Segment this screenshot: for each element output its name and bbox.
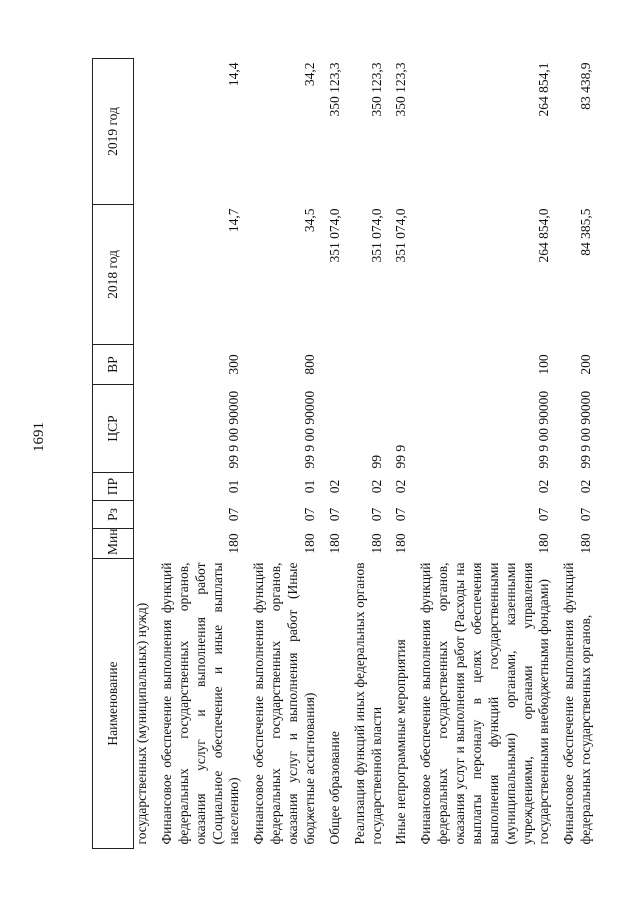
cell-csr: 99 9 <box>393 444 409 469</box>
cell-rz: 07 <box>226 507 242 522</box>
cell-2018 <box>134 205 153 345</box>
cell-name: государственных (муниципальных) нужд) <box>134 602 149 845</box>
cell-2019: 350 123,3 <box>368 62 384 117</box>
header-2018: 2018 год <box>93 205 134 345</box>
cell-2018: 34,5 <box>301 208 317 233</box>
table-row <box>346 59 388 849</box>
cell-pr: 02 <box>536 479 552 494</box>
cell-min: 180 <box>301 533 317 554</box>
cell-csr <box>134 385 153 473</box>
header-pr: ПР <box>93 473 134 501</box>
cell-min: 180 <box>536 533 552 554</box>
header-rz: Рз <box>93 501 134 529</box>
cell-name: Общее образование <box>326 731 342 845</box>
header-min: Мин <box>93 529 134 559</box>
cell-2019 <box>134 59 153 205</box>
table-row <box>321 59 346 849</box>
cell-csr: 99 <box>368 455 384 469</box>
table-row <box>245 59 321 849</box>
cell-2018: 351 074,0 <box>393 208 409 263</box>
cell-vr <box>346 345 388 385</box>
cell-csr: 99 9 00 90000 <box>578 390 594 469</box>
cell-pr: 01 <box>301 479 317 494</box>
header-vr: ВР <box>93 345 134 385</box>
cell-min <box>134 529 153 559</box>
cell-rz: 07 <box>301 507 317 522</box>
cell-name: Финансовое обеспечение выполнения функций федеральных государственных органов, <box>561 562 594 845</box>
cell-min: 180 <box>368 533 384 554</box>
table-row <box>134 59 153 849</box>
cell-pr: 02 <box>393 479 409 494</box>
page-number: 1691 <box>31 422 47 452</box>
table-row <box>387 59 412 849</box>
cell-2018: 14,7 <box>226 208 242 233</box>
rotated-table-container <box>92 59 594 849</box>
cell-2019: 83 438,9 <box>578 62 594 110</box>
cell-rz <box>134 501 153 529</box>
cell-2019: 350 123,3 <box>393 62 409 117</box>
cell-min: 180 <box>578 533 594 554</box>
cell-rz: 07 <box>536 507 552 522</box>
cell-2019: 350 123,3 <box>326 62 342 117</box>
table-row <box>555 59 597 849</box>
cell-vr <box>321 345 346 385</box>
table-row <box>412 59 555 849</box>
cell-pr: 02 <box>368 479 384 494</box>
cell-min: 180 <box>393 533 409 554</box>
cell-rz: 07 <box>578 507 594 522</box>
cell-csr <box>321 385 346 473</box>
cell-vr <box>387 345 412 385</box>
cell-pr <box>134 473 153 501</box>
cell-rz: 07 <box>326 507 342 522</box>
cell-2019: 34,2 <box>301 62 317 87</box>
cell-csr: 99 9 00 90000 <box>226 390 242 469</box>
header-csr: ЦСР <box>93 385 134 473</box>
cell-2018: 351 074,0 <box>326 208 342 263</box>
cell-2018: 84 385,5 <box>578 208 594 256</box>
cell-name: Финансовое обеспечение выполнения функций федеральных государственных органов, оказания услуг и выполнения работ (Расходы на выплаты персоналу в целях обеспечения выполнения функций государственными (муниципальными) органами, казенными учреждениями, органами управления государственными внебюджетными фондами) <box>418 562 552 845</box>
cell-rz: 07 <box>393 507 409 522</box>
cell-2018: 351 074,0 <box>368 208 384 263</box>
header-name: Наименование <box>93 559 134 849</box>
cell-min: 180 <box>326 533 342 554</box>
cell-name: Финансовое обеспечение выполнения функций федеральных государственных органов, оказания услуг и выполнения работ (Иные бюджетные ассигнования) <box>251 562 317 845</box>
cell-vr: 200 <box>578 354 594 375</box>
cell-2019: 14,4 <box>226 62 242 87</box>
cell-csr: 99 9 00 90000 <box>536 390 552 469</box>
cell-rz: 07 <box>368 507 384 522</box>
table-row <box>153 59 245 849</box>
budget-table <box>92 58 597 849</box>
cell-2019: 264 854,1 <box>536 62 552 117</box>
table-header-row <box>93 59 134 849</box>
cell-vr: 100 <box>536 354 552 375</box>
cell-vr: 800 <box>301 354 317 375</box>
cell-min: 180 <box>226 533 242 554</box>
cell-name: Финансовое обеспечение выполнения функций федеральных государственных органов, оказания услуг и выполнения работ (Социальное обеспечение и иные выплаты населению) <box>158 562 242 845</box>
cell-pr: 02 <box>326 479 342 494</box>
cell-vr <box>134 345 153 385</box>
cell-name: Иные непрограммные мероприятия <box>393 639 409 845</box>
cell-2018: 264 854,0 <box>536 208 552 263</box>
cell-pr: 01 <box>226 479 242 494</box>
header-2019: 2019 год <box>93 59 134 205</box>
cell-csr: 99 9 00 90000 <box>301 390 317 469</box>
cell-vr: 300 <box>226 354 242 375</box>
cell-name: Реализация функций иных федеральных органов государственной власти <box>351 562 384 845</box>
cell-pr: 02 <box>578 479 594 494</box>
